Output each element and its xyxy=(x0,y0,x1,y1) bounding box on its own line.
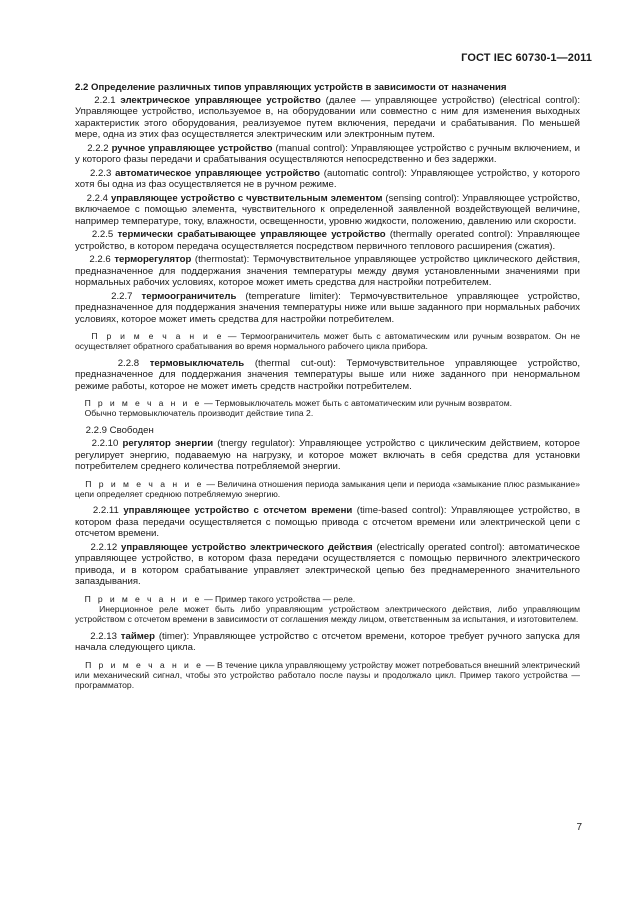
clause-text: (thermally operated control): Управляющее устройство, в котором передача осуществляется посредством первичного теплового расширения (сжатия). xyxy=(75,229,580,252)
clause-text: (thermostat): Термочувствительное управляющее устройство циклического действия, предназначенное для поддержания значения температуры между двумя установленными значениями при нормальных рабочих условиях, которое может иметь средства для настройки потребителем. xyxy=(75,254,581,288)
note-2-2-7 xyxy=(75,331,580,352)
clause-number: 2.2.8 xyxy=(117,357,140,369)
page-body xyxy=(75,82,580,697)
note-label: П р и м е ч а н и е xyxy=(91,331,224,341)
clause-text: (manual control): Управляющее устройство с ручным включением, и у которого фазы передачи и срабатывания осуществляются непосредственно и без задержки. xyxy=(75,142,580,165)
clause-2-2-1 xyxy=(75,95,580,141)
note-line xyxy=(75,398,580,408)
note-line xyxy=(75,660,580,691)
note-text: — В течение цикла управляющему устройству может потребоваться внешний электрический или механический сигнал, чтобы это устройство работало после паузы и продолжало цикл. Пример такого устройства — программатор. xyxy=(75,659,580,691)
clause-text: (далее — управляющее устройство) (electrical control): Управляющее устройство, используемое в, на оборудовании или совместно с ним для изменения выходных характеристик этого оборудования, реализуемое путем включения, передачи и срабатывания. По меньшей мере, одна из этих фаз осуществляется электрическим или электронным путем. xyxy=(75,94,580,140)
clause-number: 2.2.11 xyxy=(92,505,119,517)
note-text: — Термовыключатель может быть с автоматическим или ручным возвратом. xyxy=(201,398,513,409)
clause-2-2-6 xyxy=(75,254,580,289)
clause-term: термовыключатель xyxy=(149,357,245,369)
clause-2-2-3 xyxy=(75,168,580,191)
note-2-2-8 xyxy=(75,398,580,419)
clause-term: управляющее устройство электрического действия xyxy=(121,541,373,553)
section-title: 2.2 Определение различных типов управляющих устройств в зависимости от назначения xyxy=(75,82,507,93)
note-line xyxy=(75,594,580,604)
clause-2-2-4 xyxy=(75,193,580,228)
note-text: — Пример такого устройства — реле. xyxy=(201,593,356,604)
clause-2-2-2 xyxy=(75,143,580,166)
note-label: П р и м е ч а н и е xyxy=(85,659,204,670)
clause-number: 2.2.5 xyxy=(91,229,114,240)
clause-number: 2.2.1 xyxy=(94,94,116,106)
clause-2-2-11 xyxy=(75,505,580,540)
clause-number: 2.2.3 xyxy=(89,167,112,179)
note-text: — Величина отношения периода замыкания цепи и периода «замыкание плюс размыкание» цепи определяет среднюю потребляемую энергию. xyxy=(75,478,580,499)
note-text: — Термоограничитель может быть с автоматическим или ручным возвратом. Он не осуществляет обратного срабатывания во время нормального рабочего цикла прибора. xyxy=(75,331,580,352)
clause-text: (time-based control): Управляющее устройство, в котором фаза передачи осуществляется с помощью привода с отсчетом времени или электрической цепи с отсчетом времени. xyxy=(75,505,580,540)
clause-text: (temperature limiter): Термочувствительное управляющее устройство, предназначенное для поддержания значения температуры ниже или выше заданного при нормальных рабочих условиях, которое может иметь средства для настройки потребителем. xyxy=(75,290,580,325)
clause-term: ручное управляющее устройство xyxy=(111,142,273,154)
clause-number: 2.2.12 xyxy=(90,541,118,553)
clause-number: 2.2.10 xyxy=(91,438,119,450)
note-2-2-12 xyxy=(75,594,580,625)
clause-2-2-5 xyxy=(75,229,580,252)
clause-term: управляющее устройство с чувствительным элементом xyxy=(110,192,383,204)
clause-number: 2.2.13 xyxy=(90,630,117,642)
clause-text: (tnergy regulator): Управляющее устройство с циклическим действием, которое регулирует энергию, подаваемую на нагрузку, и которое может включать в себя средства для установки потребителем среднего количества потребляемой энергии. xyxy=(75,438,580,473)
note-text: Инерционное реле может быть либо управляющим устройством электрического действия, либо управляющим устройством с отсчетом времени в зависимости от соглашения между лицом, ответственным за испытания, и изготовителем. xyxy=(75,604,580,625)
clause-number: 2.2.9 xyxy=(85,424,108,436)
clause-text: Свободен xyxy=(107,424,154,436)
clause-text: (sensing control): Управляющее устройство, включаемое с помощью элемента, чувствительного к определенной заявленной воздействующей величине, например температуре, току, влажности, освещенности, уровню жидкости, положению, давлению или скорости. xyxy=(75,192,580,227)
document-header: ГОСТ IEC 60730-1—2011 xyxy=(461,52,592,64)
note-line xyxy=(75,479,580,500)
clause-term: термоограничитель xyxy=(141,290,237,302)
clause-2-2-13 xyxy=(75,631,580,654)
clause-term: автоматическое управляющее устройство xyxy=(115,167,321,179)
clause-term: электрическое управляющее устройство xyxy=(120,94,321,106)
note-label: П р и м е ч а н и е xyxy=(84,398,202,409)
note-2-2-13 xyxy=(75,660,580,691)
note-line xyxy=(75,408,580,418)
clause-2-2-9 xyxy=(75,425,580,437)
clause-term: терморегулятор xyxy=(114,254,192,265)
clause-term: таймер xyxy=(120,630,156,642)
page-number: 7 xyxy=(576,822,582,833)
note-label: П р и м е ч а н и е xyxy=(84,593,202,604)
clause-text: (timer): Управляющее устройство с отсчетом времени, которое требует ручного запуска для начала следующего цикла. xyxy=(75,630,580,654)
note-label: П р и м е ч а н и е xyxy=(85,478,204,489)
clause-term: управляющее устройство с отсчетом времени xyxy=(123,505,353,517)
clause-number: 2.2.7 xyxy=(111,290,133,302)
note-line xyxy=(75,331,580,352)
clause-number: 2.2.2 xyxy=(87,142,109,154)
clause-term: термически срабатывающее управляющее устройство xyxy=(117,229,386,240)
note-text: Обычно термовыключатель производит действие типа 2. xyxy=(84,408,314,419)
clause-text: (automatic control): Управляющее устройство, у которого хотя бы одна из фаз осуществляется не в ручном режиме. xyxy=(75,167,580,190)
clause-2-2-12 xyxy=(75,542,580,588)
clause-term: регулятор энергии xyxy=(122,438,214,450)
clause-2-2-8 xyxy=(75,358,580,393)
note-line xyxy=(75,604,580,625)
clause-text: (thermal cut-out): Термочувствительное управляющее устройство, предназначенное для поддержания значения температуры выше или ниже заданного при ненормальном режиме работы, которое не может иметь средств настройки потребителем. xyxy=(75,357,580,392)
clause-number: 2.2.4 xyxy=(86,192,109,204)
note-2-2-10 xyxy=(75,479,580,500)
clause-2-2-7 xyxy=(75,291,580,326)
clause-text: (electrically operated control): автоматическое управляющее устройство, в котором фаза передачи осуществляется с помощью первичного электрического привода, и в котором срабатывание управляет электрической цепью без преднамеренного значительного запаздывания. xyxy=(75,541,580,588)
clause-number: 2.2.6 xyxy=(89,254,111,265)
clause-2-2-10 xyxy=(75,438,580,473)
